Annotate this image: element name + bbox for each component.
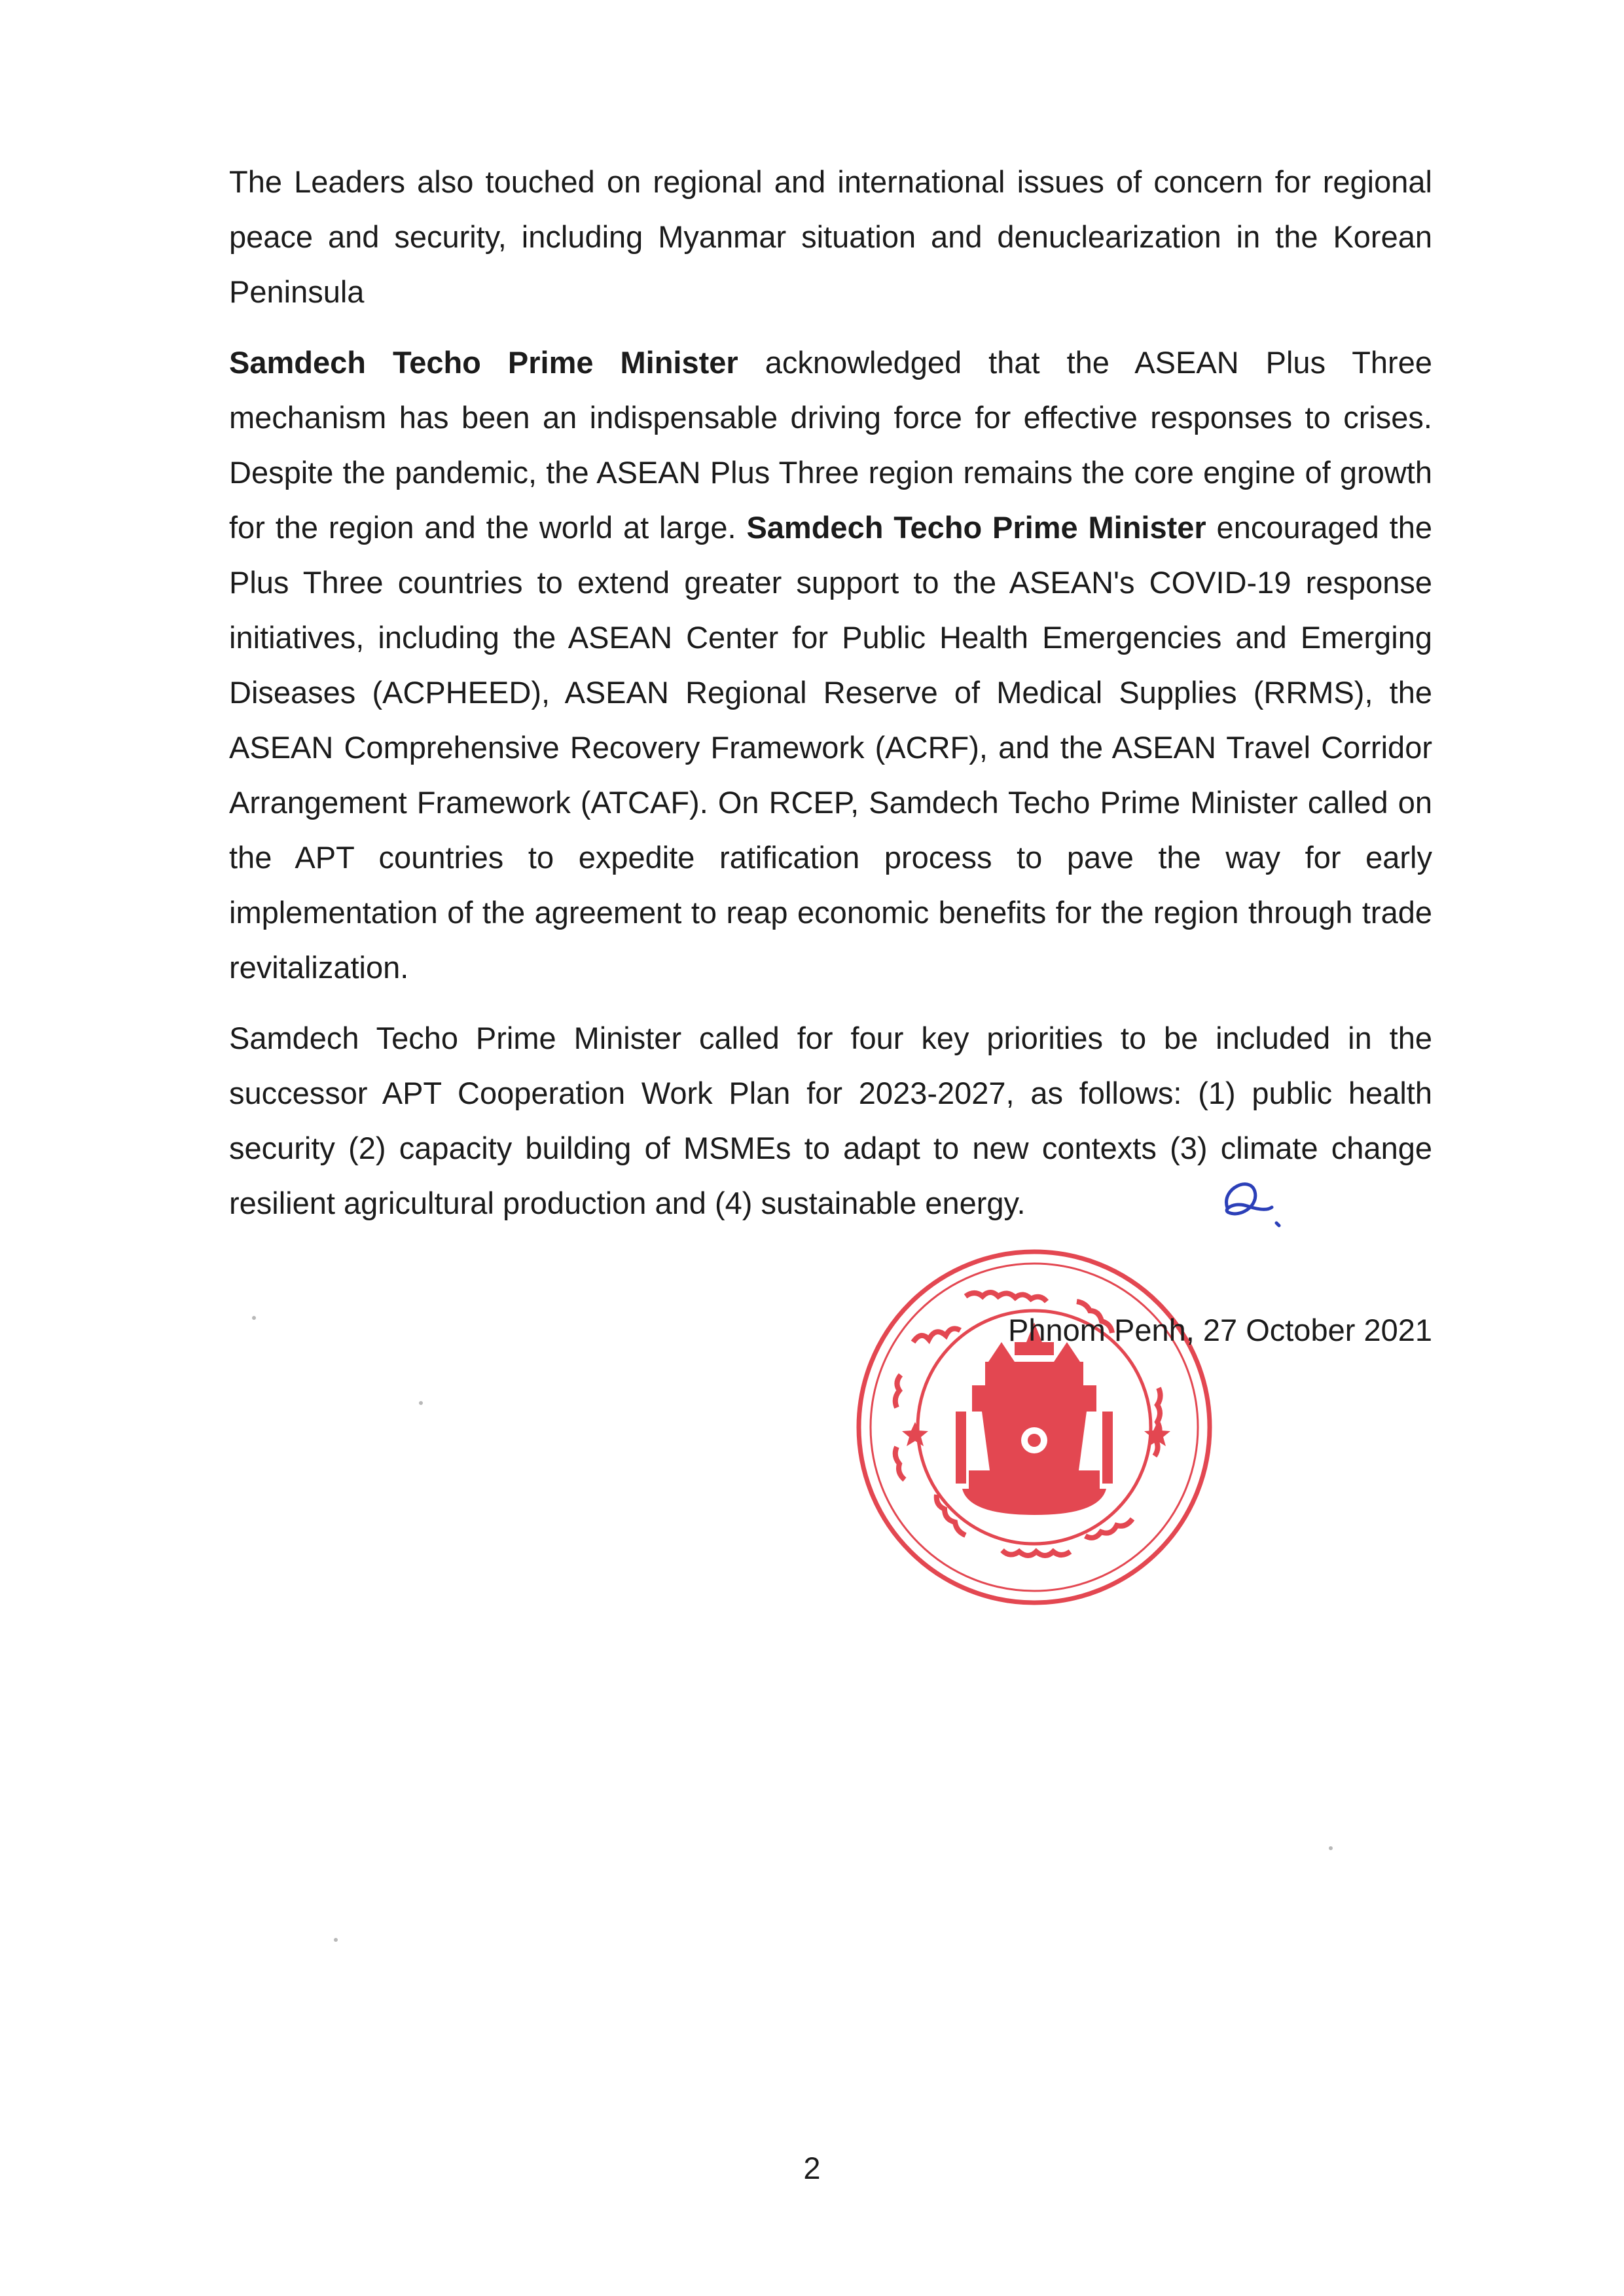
official-seal-icon — [851, 1244, 1218, 1611]
scan-speck — [252, 1316, 256, 1320]
paragraph-regional-issues — [229, 155, 1432, 319]
bold-title: Samdech Techo Prime Minister — [229, 345, 738, 380]
scan-speck — [1329, 1846, 1333, 1850]
paragraph-text: acknowledged that the ASEAN Plus Three mechanism has been an indispensable driving force for effective responses to crises. Despite the pandemic, the ASEAN Plus Three region remains the core engine of growth for the region and the world at large. — [229, 345, 1432, 545]
document-body — [229, 155, 1432, 1247]
scan-speck — [419, 1401, 423, 1405]
handwritten-initials-icon — [1214, 1172, 1286, 1237]
place-and-date: Phnom Penh, 27 October 2021 — [1008, 1313, 1432, 1347]
bold-title: Samdech Techo Prime Minister — [746, 510, 1206, 545]
page-number: 2 — [803, 2151, 821, 2185]
paragraph-text: encouraged the Plus Three countries to extend greater support to the ASEAN's COVID-19 response initiatives, including the ASEAN Center for Public Health Emergencies and Emerging Diseases (ACPHEED), ASEAN Regional Reserve of Medical Supplies (RRMS), the ASEAN Comprehensive Recovery Framework (ACRF), and the ASEAN Travel Corridor Arrangement Framework (ATCAF). On RCEP, Samdech Techo Prime Minister called on the APT countries to expedite ratification process to pave the way for early implementation of the agreement to reap economic benefits for the region through trade revitalization. — [229, 510, 1432, 985]
paragraph-text: The Leaders also touched on regional and international issues of concern for regional peace and security, including Myanmar situation and denuclearization in the Korean Peninsula — [229, 164, 1432, 309]
scan-speck — [334, 1938, 338, 1942]
paragraph-text: Samdech Techo Prime Minister called for four key priorities to be included in the successor APT Cooperation Work Plan for 2023-2027, as follows: (1) public health security (2) capacity building of MSMEs to adapt to new contexts (3) climate change resilient agricultural production and (4) sustainable energy. — [229, 1021, 1432, 1220]
paragraph-apt-mechanism — [229, 335, 1432, 995]
